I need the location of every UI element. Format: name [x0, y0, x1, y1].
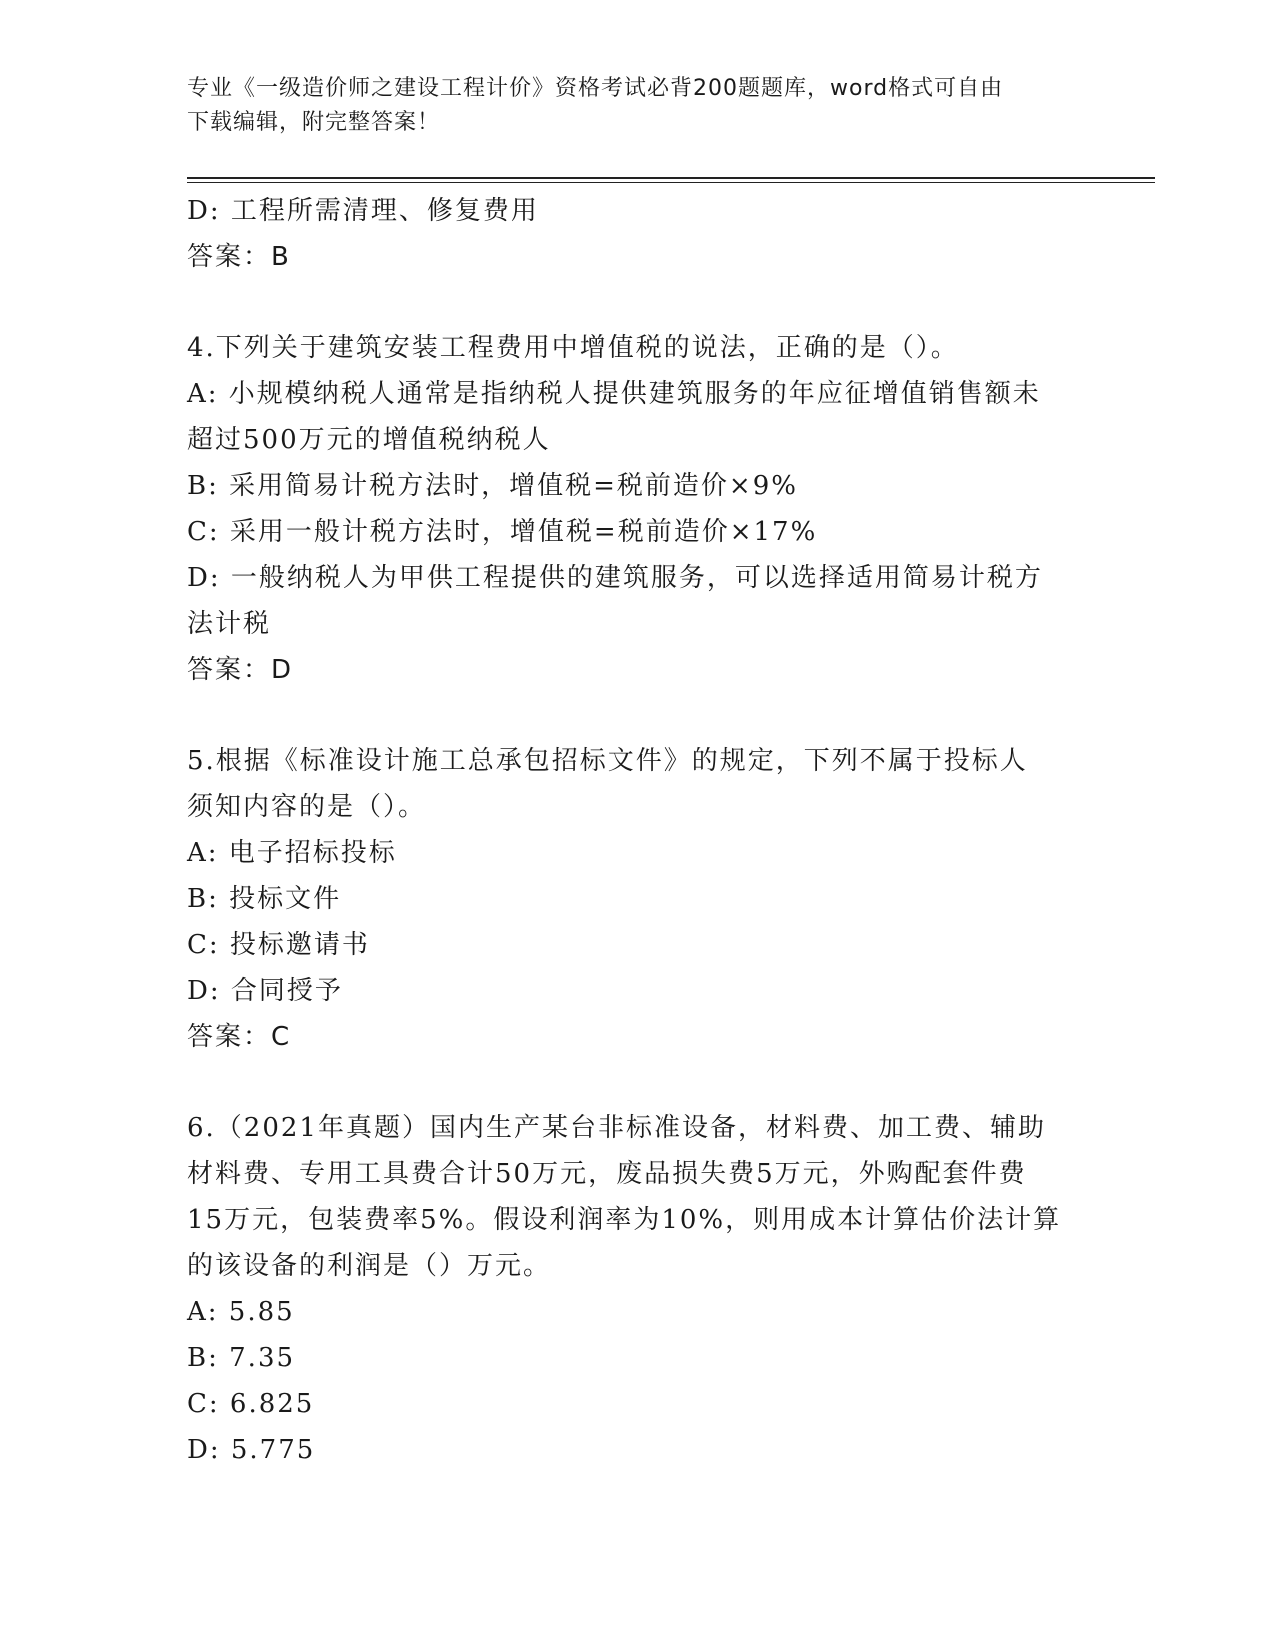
- option-a: A: 5.85: [187, 1297, 295, 1327]
- question-stem-continued: 15万元，包装费率5%。假设利润率为10%，则用成本计算估价法计算: [187, 1205, 1062, 1235]
- option-a: A: 电子招标投标: [187, 838, 397, 868]
- option-d-continued: 法计税: [187, 609, 272, 639]
- option-d: D: 工程所需清理、修复费用: [187, 196, 539, 226]
- header-divider-thick: [187, 177, 1155, 179]
- page-header: [187, 72, 1087, 140]
- option-b: B: 采用简易计税方法时，增值税=税前造价×9%: [187, 471, 798, 501]
- question-stem: 6.（2021年真题）国内生产某台非标准设备，材料费、加工费、辅助: [187, 1113, 1046, 1143]
- question-content: [187, 188, 1087, 1473]
- option-a-continued: 超过500万元的增值税纳税人: [187, 425, 551, 455]
- option-b: B: 7.35: [187, 1343, 296, 1373]
- spacer: [187, 1060, 1087, 1105]
- question-stem-continued: 须知内容的是（）。: [187, 792, 427, 822]
- option-c: C: 投标邀请书: [187, 930, 370, 960]
- option-c: C: 采用一般计税方法时，增值税=税前造价×17%: [187, 517, 818, 547]
- answer: 答案：C: [187, 1022, 292, 1052]
- question-4: [187, 325, 1087, 693]
- answer: 答案：D: [187, 655, 294, 685]
- question-6: [187, 1105, 1087, 1473]
- header-line-1: 专业《一级造价师之建设工程计价》资格考试必背200题题库，word格式可自由: [187, 76, 1004, 101]
- question-5: [187, 738, 1087, 1060]
- question-stem: 5.根据《标准设计施工总承包招标文件》的规定，下列不属于投标人: [187, 746, 1028, 776]
- option-c: C: 6.825: [187, 1389, 315, 1419]
- option-d: D: 合同授予: [187, 976, 343, 1006]
- option-d: D: 5.775: [187, 1435, 316, 1465]
- answer: 答案：B: [187, 242, 291, 272]
- header-divider-thin: [187, 182, 1155, 183]
- question-stem-continued: 材料费、专用工具费合计50万元，废品损失费5万元，外购配套件费: [187, 1159, 1027, 1189]
- header-line-2: 下载编辑，附完整答案！: [187, 110, 441, 135]
- option-a: A: 小规模纳税人通常是指纳税人提供建筑服务的年应征增值销售额未: [187, 379, 1041, 409]
- spacer: [187, 280, 1087, 325]
- previous-question-tail: [187, 188, 1087, 280]
- spacer: [187, 693, 1087, 738]
- option-d: D: 一般纳税人为甲供工程提供的建筑服务，可以选择适用简易计税方: [187, 563, 1043, 593]
- option-b: B: 投标文件: [187, 884, 342, 914]
- question-stem: 4.下列关于建筑安装工程费用中增值税的说法，正确的是（）。: [187, 333, 959, 363]
- question-stem-continued: 的该设备的利润是（）万元。: [187, 1251, 552, 1281]
